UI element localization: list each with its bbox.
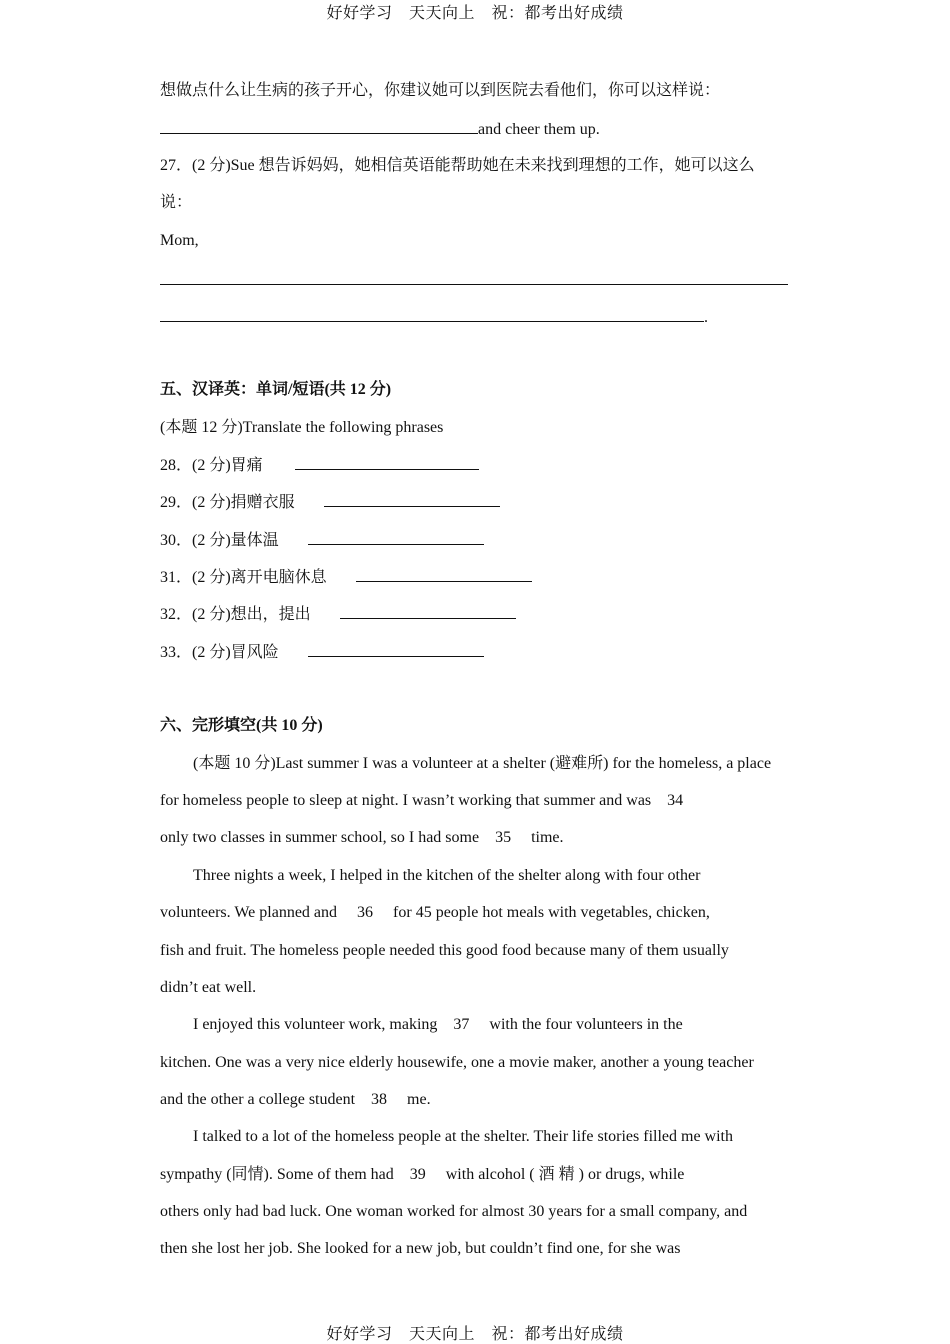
q27-blank-1[interactable] [160,270,788,285]
cloze-blank-35[interactable]: 35 [495,829,512,846]
passage-line: others only had bad luck. One woman worked for almost 30 years for a small company, and [160,1203,748,1220]
question-item [160,530,484,551]
q26-blank[interactable] [160,119,478,134]
question-item [160,455,479,476]
question-item [160,492,500,513]
passage-text: for homeless people to sleep at night. I wasn’t working that summer and was [160,792,652,809]
passage-line [160,791,699,811]
section6-title: 六、完形填空(共 10 分) [160,717,323,734]
passage-text: me. [407,1091,431,1108]
q26-answer-line [160,119,600,140]
passage-line [160,903,710,923]
answer-blank[interactable] [308,530,484,545]
question-item [160,642,484,663]
passage-line: I talked to a lot of the homeless people at the shelter. Their life stories filled me with [193,1128,733,1145]
q27-answer-line-2 [160,307,708,328]
passage-text: and the other a college student [160,1091,356,1108]
passage-text: with the four volunteers in the [489,1016,683,1033]
answer-blank[interactable] [295,455,479,470]
passage-line [160,828,564,848]
cloze-blank-37[interactable]: 37 [453,1016,470,1033]
passage-line: Three nights a week, I helped in the kitchen of the shelter along with four other [193,867,701,884]
answer-blank[interactable] [356,567,532,582]
cloze-blank-38[interactable]: 38 [371,1091,388,1108]
question-label: 31．(2 分)离开电脑休息 [160,569,327,586]
q27-prompt-cont: 说： [160,194,193,211]
passage-text: I enjoyed this volunteer work, making [193,1016,438,1033]
passage-text: sympathy (同情). Some of them had [160,1166,394,1183]
question-item [160,604,516,625]
section5-title: 五、汉译英：单词/短语(共 12 分) [160,381,392,398]
section5-instruction: (本题 12 分)Translate the following phrases [160,419,444,436]
answer-blank[interactable] [340,604,516,619]
question-label: 28．(2 分)胃痛 [160,457,263,474]
q26-prompt: 想做点什么让生病的孩子开心，你建议她可以到医院去看他们，你可以这样说： [160,82,721,99]
question-label: 33．(2 分)冒风险 [160,644,279,661]
q27-prompt: 27．(2 分)Sue 想告诉妈妈，她相信英语能帮助她在未来找到理想的工作，她可以这么 [160,157,755,174]
question-label: 30．(2 分)量体温 [160,532,279,549]
passage-text: for 45 people hot meals with vegetables, chicken, [393,904,710,921]
passage-line [193,1015,683,1035]
passage-text: with alcohol ( 酒 精 ) or drugs, while [445,1166,685,1183]
passage-line: didn’t eat well. [160,979,257,996]
cloze-blank-39[interactable]: 39 [409,1166,426,1183]
q26-tail: and cheer them up. [478,121,600,138]
answer-blank[interactable] [308,642,484,657]
passage-line [160,1090,431,1110]
question-item [160,567,532,588]
passage-line: kitchen. One was a very nice elderly housewife, one a movie maker, another a young teacher [160,1054,754,1071]
q27-blank-2[interactable] [160,307,704,322]
passage-line: (本题 10 分)Last summer I was a volunteer at a shelter (避难所) for the homeless, a place [193,755,772,772]
question-label: 32．(2 分)想出，提出 [160,606,311,623]
passage-line: then she lost her job. She looked for a new job, but couldn’t find one, for she was [160,1240,681,1257]
passage-text: time. [531,829,564,846]
q27-answer-line-1 [160,270,788,291]
passage-line: fish and fruit. The homeless people needed this good food because many of them usually [160,942,729,959]
q27-salutation: Mom, [160,232,199,249]
page-footer: 好好学习 天天向上 祝：都考出好成绩 [326,1326,624,1343]
page-header: 好好学习 天天向上 祝：都考出好成绩 [326,5,624,22]
question-label: 29．(2 分)捐赠衣服 [160,494,295,511]
passage-text: volunteers. We planned and [160,904,338,921]
passage-text: only two classes in summer school, so I had some [160,829,480,846]
cloze-blank-36[interactable]: 36 [357,904,374,921]
q27-end: . [704,309,708,326]
passage-line [160,1165,684,1185]
cloze-blank-34[interactable]: 34 [667,792,684,809]
answer-blank[interactable] [324,492,500,507]
